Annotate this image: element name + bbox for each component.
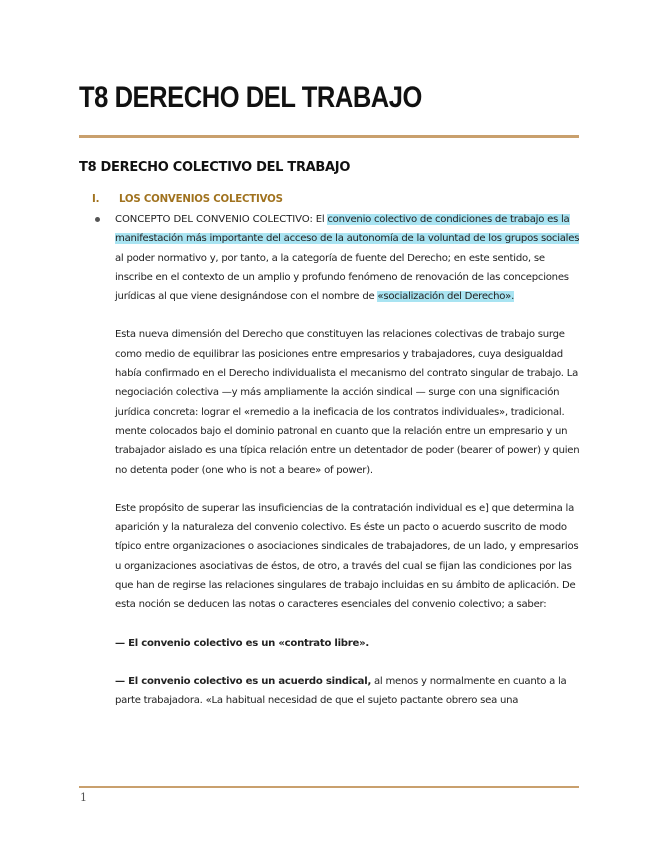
- section-heading: [92, 193, 283, 207]
- page-number: 1: [80, 791, 87, 804]
- bullet-text-pre: El: [312, 214, 328, 225]
- section-number: I.: [92, 194, 100, 205]
- paragraph-nueva-dimension: Esta nueva dimensión del Derecho que constituyen las relaciones colectivas de trabajo surge como medio de equilibrar las posiciones entre empresarios y trabajadores, cuya desigualdad había confirmado en el Derecho individualista el mecanismo del contrato singular de trabajo. La negociación colectiva —y más ampliamente la acción sindical — surge con una significación jurídica concreta: lograr el «remedio a la ineficacia de los contratos individuales», tradicional. mente colocados bajo el dominio patronal en cuanto que la relación entre un empresario y un trabajador aislado es una típica relación entre un detentador de poder (bearer of power) y quien no detenta poder (one who is not a beare» of power).: [115, 329, 580, 476]
- highlight-socializacion: «socialización del Derecho».: [377, 291, 515, 303]
- bullet-lead: CONCEPTO DEL CONVENIO COLECTIVO:: [115, 214, 313, 225]
- section-title: LOS CONVENIOS COLECTIVOS: [119, 194, 283, 205]
- title-divider: [79, 135, 579, 138]
- document-body: [115, 210, 581, 730]
- highlight-definition: convenio colectivo de condiciones de trabajo es la manifestación más importante del acceso de la autonomía de la voluntad de los grupos sociales: [115, 214, 580, 245]
- note-acuerdo-sindical-rest: al menos y normalmente en cuanto a la parte trabajadora. «La habitual necesidad de que el sujeto pactante obrero sea una: [115, 675, 567, 707]
- note-acuerdo-sindical-bold: — El convenio colectivo es un acuerdo sindical,: [115, 675, 372, 687]
- document-subtitle: T8 DERECHO COLECTIVO DEL TRABAJO: [79, 160, 351, 175]
- note-contrato-libre: — El convenio colectivo es un «contrato libre».: [115, 637, 369, 649]
- paragraph-proposito: Este propósito de superar las insuficiencias de la contratación individual es e] que determina la aparición y la naturaleza del convenio colectivo. Es éste un pacto o acuerdo suscrito de modo típico entre organizaciones o asociaciones sindicales de trabajadores, de un lado, y empresarios u organizaciones asociativas de éstos, de otro, a través del cual se fijan las condiciones por las que han de regirse las relaciones singulares de trabajo incluidas en su ámbito de aplicación. De esta noción se deducen las notas o caracteres esenciales del convenio colectivo; a saber:: [115, 502, 579, 611]
- note-acuerdo-sindical: [115, 672, 581, 711]
- bullet-paragraph-concepto: [115, 210, 581, 306]
- page-title: T8 DERECHO DEL TRABAJO: [79, 81, 422, 114]
- bullet-text-middle: al poder normativo y, por tanto, a la categoría de fuente del Derecho; en este sentido, se inscribe en el contexto de un amplio y profundo fenómeno de renovación de las concepciones jurídicas al que viene designándose con el nombre de: [115, 252, 569, 303]
- footer-divider: [79, 786, 579, 788]
